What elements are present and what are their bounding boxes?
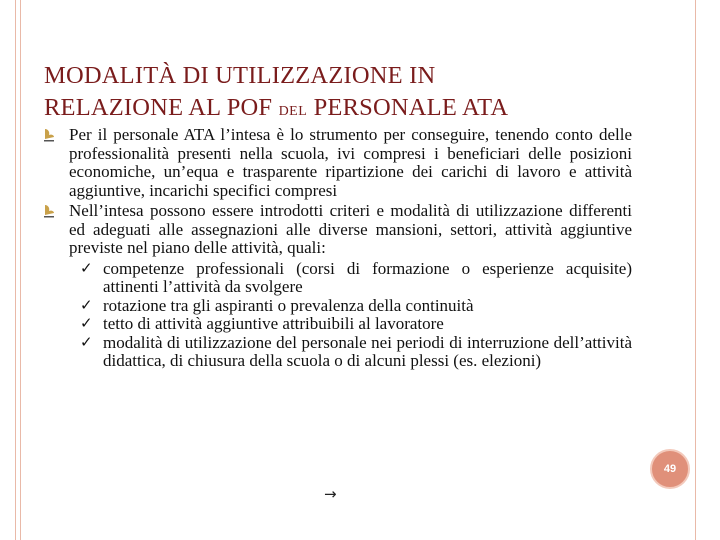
title-line-2b: PERSONALE ATA <box>313 94 509 122</box>
checkmark-icon: ✓ <box>80 332 93 351</box>
sub-item <box>44 297 632 316</box>
checkmark-icon: ✓ <box>80 295 93 314</box>
right-rail-line <box>695 0 696 540</box>
ornament-bullet-icon <box>42 127 56 143</box>
bullet-text: Per il personale ATA l’intesa è lo strumento per conseguire, tenendo conto delle professionalità presenti nella scuola, ivi compresi i beneficiari delle posizioni economiche, un’equa e trasparente ripartizione dei carichi di lavoro e attività aggiuntive, incarichi specifici compresi <box>69 125 632 200</box>
next-arrow-icon: → <box>324 485 337 503</box>
checkmark-icon: ✓ <box>80 258 93 277</box>
sub-item-text: modalità di utilizzazione del personale nei periodi di interruzione dell’attività didattica, di chiusura della scuola o di alcuni plessi (es. elezioni) <box>103 332 632 370</box>
title-line-2a: RELAZIONE AL POF <box>44 94 273 122</box>
bullet-text: Nell’intesa possono essere introdotti criteri e modalità di utilizzazione differenti ed adeguati alle assegnazioni alle diverse mansioni, settori, attività aggiuntive previste nel piano delle attività, quali: <box>69 201 632 257</box>
slide-title <box>44 60 664 128</box>
title-line-2-small: DEL <box>278 104 308 120</box>
sub-list <box>44 260 632 371</box>
sub-item <box>44 334 632 371</box>
sub-item <box>44 315 632 334</box>
bullet-paragraph-2 <box>44 202 632 258</box>
sub-item-text: competenze professionali (corsi di formazione o esperienze acquisite) attinenti l’attività da svolgere <box>103 258 632 296</box>
bullet-paragraph-1 <box>44 126 632 200</box>
left-rail-line <box>15 0 16 540</box>
title-line-1: MODALITÀ DI UTILIZZAZIONE IN <box>44 62 436 90</box>
sub-item-text: rotazione tra gli aspiranti o prevalenza della continuità <box>103 295 474 315</box>
sub-item <box>44 260 632 297</box>
ornament-bullet-icon <box>42 203 56 219</box>
page-number: 49 <box>663 463 677 475</box>
left-rail-line-inner <box>20 0 21 540</box>
page-number-badge <box>650 449 690 489</box>
slide-body <box>44 126 632 371</box>
sub-item-text: tetto di attività aggiuntive attribuibili al lavoratore <box>103 314 444 333</box>
checkmark-icon: ✓ <box>80 314 93 332</box>
